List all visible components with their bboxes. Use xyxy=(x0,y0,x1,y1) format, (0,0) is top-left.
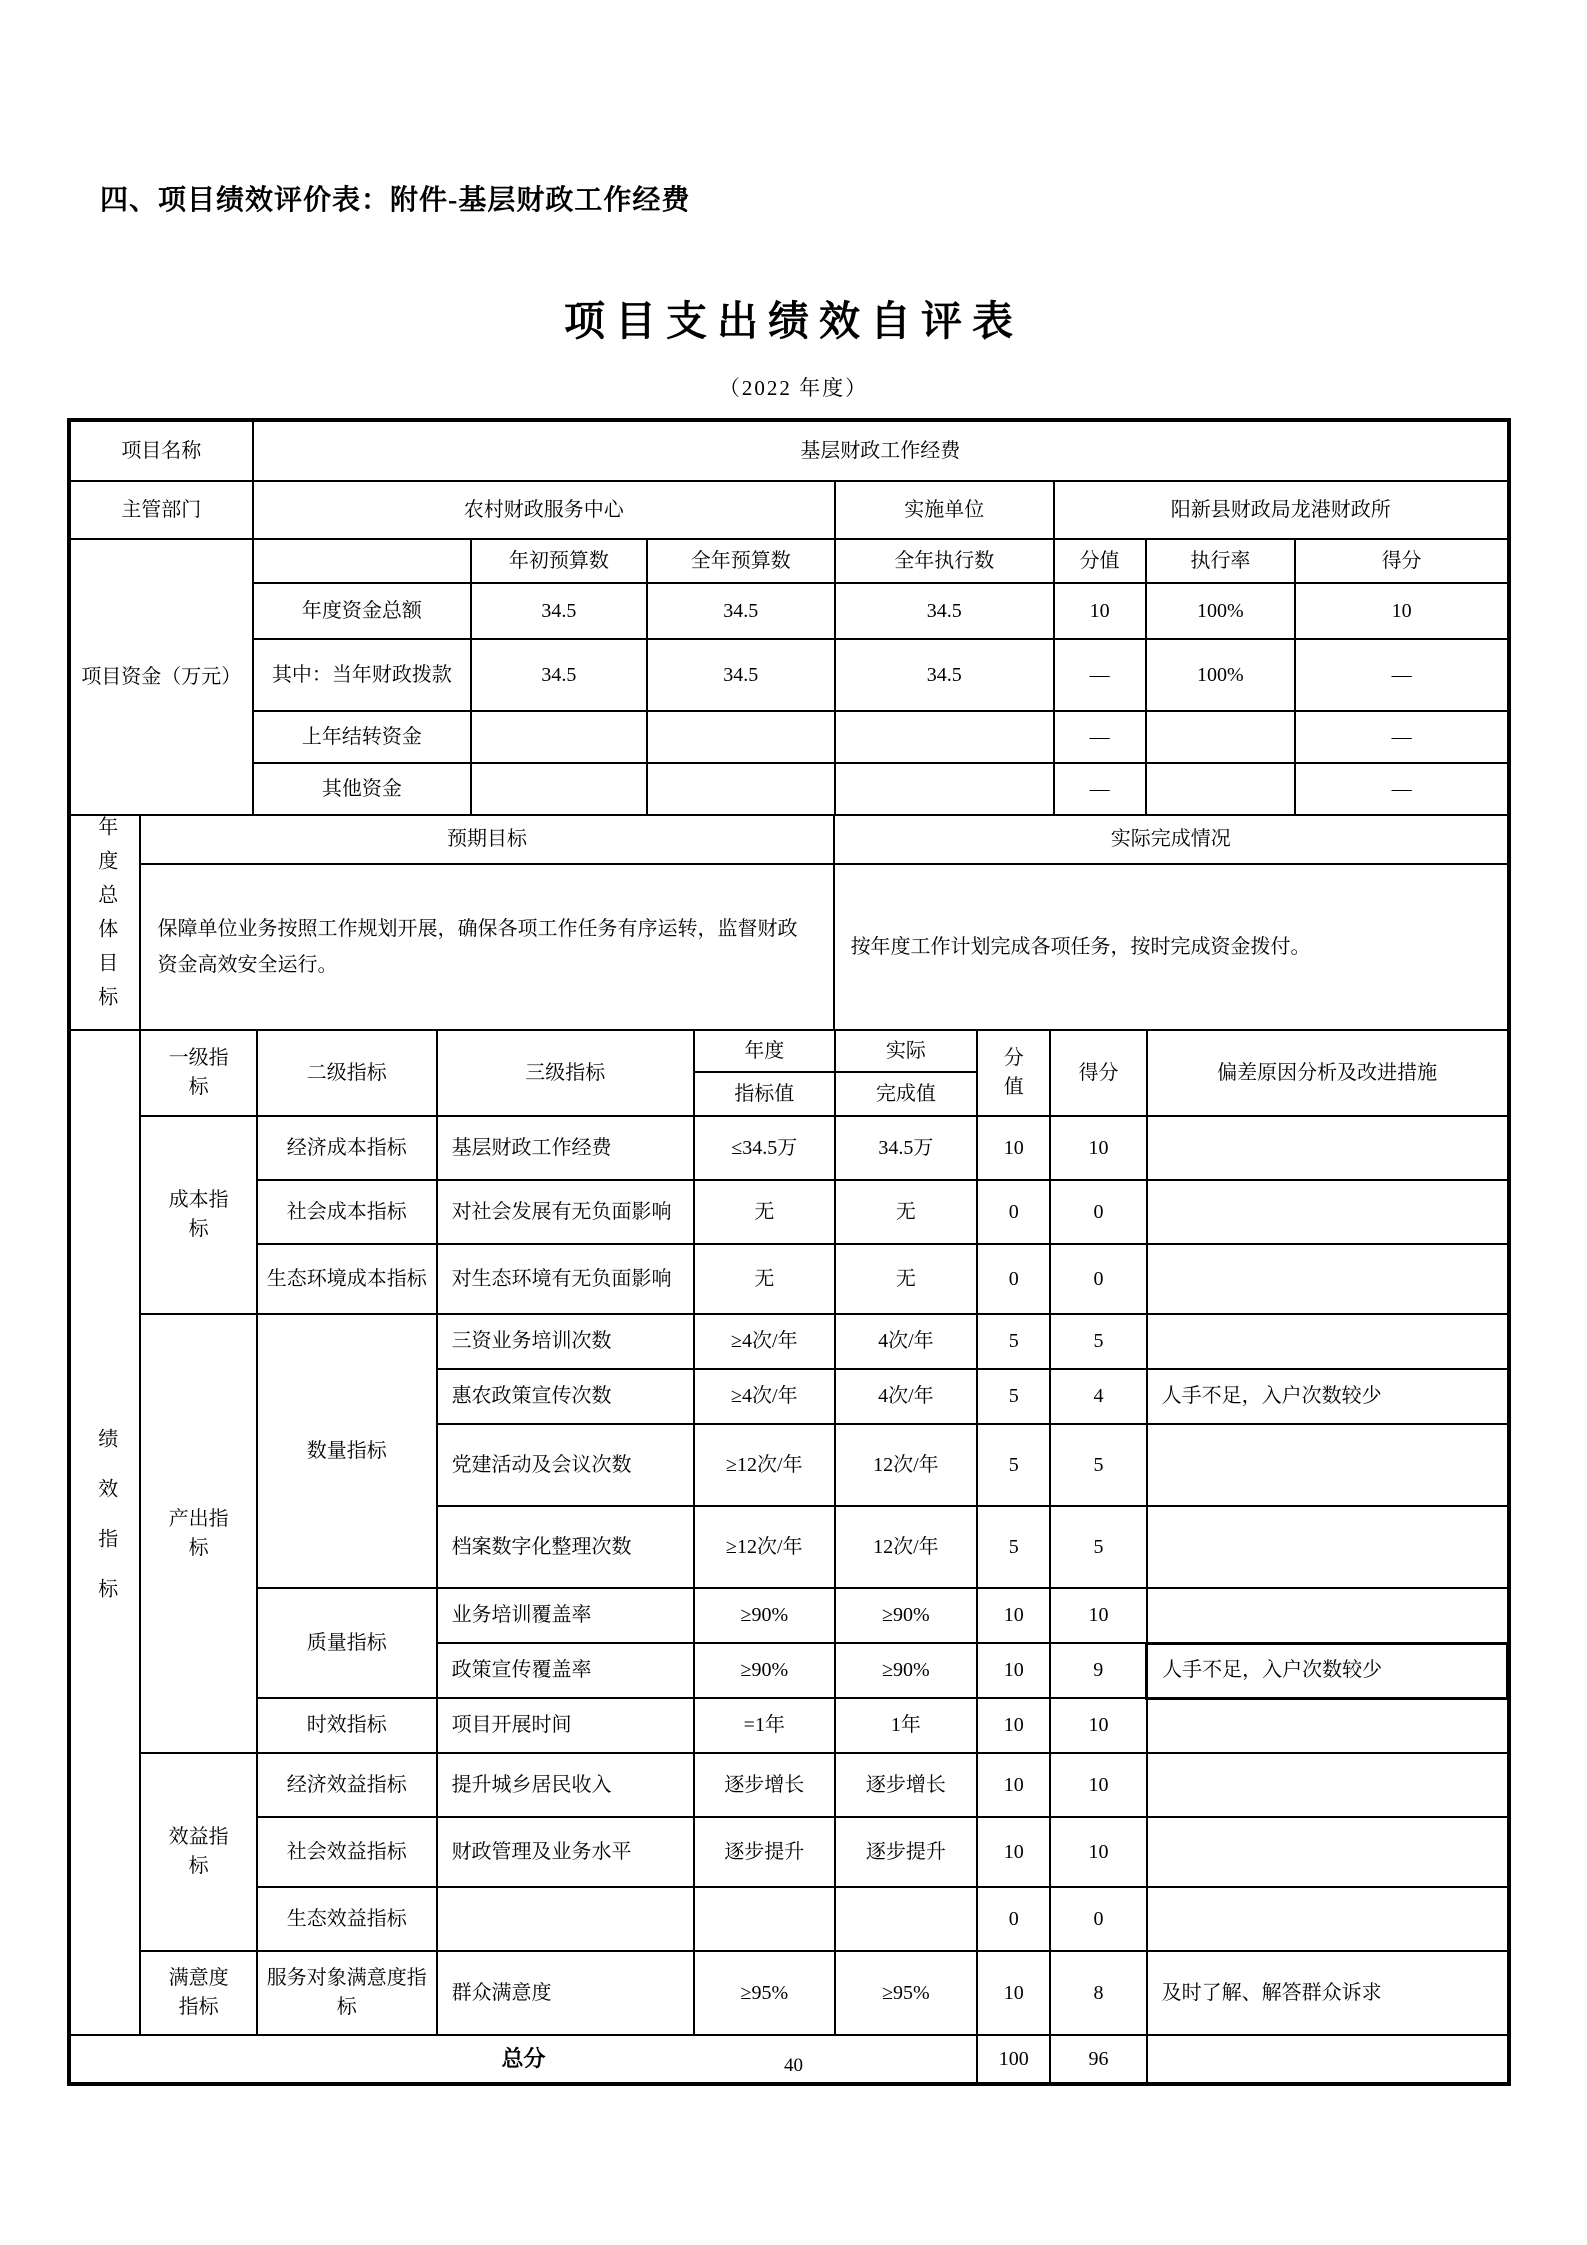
l2-cell: 生态环境成本指标 xyxy=(257,1244,437,1314)
remark-cell xyxy=(1147,1887,1508,1951)
goals-table xyxy=(69,814,1509,1031)
header-actual-top-cell: 实际 xyxy=(835,1030,977,1072)
expected-goal-header-cell: 预期目标 xyxy=(140,815,833,864)
points-cell: 10 xyxy=(977,1643,1050,1698)
l3-cell: 对生态环境有无负面影响 xyxy=(437,1244,694,1314)
total-score-cell: 96 xyxy=(1050,2035,1146,2083)
funds-cell-points: — xyxy=(1054,711,1146,763)
score-cell: 0 xyxy=(1050,1887,1146,1951)
target-cell: 无 xyxy=(694,1244,835,1314)
goals-section-label-cell xyxy=(70,815,140,1030)
header-target-top-cell: 年度 xyxy=(694,1030,835,1072)
total-label-cell: 总分 xyxy=(70,2035,977,2083)
l3-cell: 财政管理及业务水平 xyxy=(437,1817,694,1887)
actual-cell: 4次/年 xyxy=(835,1314,977,1369)
header-target-bottom-cell: 指标值 xyxy=(694,1072,835,1116)
project-name-value-cell: 基层财政工作经费 xyxy=(253,421,1508,481)
funds-row-label: 其他资金 xyxy=(253,763,472,815)
goals-content-row xyxy=(70,864,1508,1030)
goals-header-row xyxy=(70,815,1508,864)
l2-cell: 经济成本指标 xyxy=(257,1116,437,1180)
funds-row-other xyxy=(70,763,1508,815)
points-cell: 10 xyxy=(977,1116,1050,1180)
actual-cell: 无 xyxy=(835,1180,977,1244)
remark-cell xyxy=(1147,1588,1508,1643)
target-cell: 逐步提升 xyxy=(694,1817,835,1887)
indicator-row xyxy=(70,1951,1508,2035)
actual-cell: 4次/年 xyxy=(835,1369,977,1424)
actual-cell: 34.5万 xyxy=(835,1116,977,1180)
indicator-row xyxy=(70,1887,1508,1951)
header-remark-cell: 偏差原因分析及改进措施 xyxy=(1147,1030,1508,1116)
actual-cell: ≥95% xyxy=(835,1951,977,2035)
header-l3-cell: 三级指标 xyxy=(437,1030,694,1116)
l2-cell: 经济效益指标 xyxy=(257,1753,437,1817)
remark-cell: 及时了解、解答群众诉求 xyxy=(1147,1951,1508,2035)
remark-cell-highlighted: 人手不足，入户次数较少 xyxy=(1147,1643,1508,1698)
points-cell: 5 xyxy=(977,1369,1050,1424)
funds-header-executed: 全年执行数 xyxy=(835,539,1054,583)
indicator-row xyxy=(70,1817,1508,1887)
header-score-cell: 得分 xyxy=(1050,1030,1146,1116)
funds-cell-score: — xyxy=(1295,639,1508,711)
funds-cell-score: — xyxy=(1295,763,1508,815)
points-cell: 0 xyxy=(977,1244,1050,1314)
l3-cell: 群众满意度 xyxy=(437,1951,694,2035)
l3-cell: 业务培训覆盖率 xyxy=(437,1588,694,1643)
funds-section-label-cell: 项目资金（万元） xyxy=(70,539,253,815)
l2-cell: 生态效益指标 xyxy=(257,1887,437,1951)
impl-value-cell: 阳新县财政局龙港财政所 xyxy=(1054,481,1508,539)
l2-cell: 社会成本指标 xyxy=(257,1180,437,1244)
remark-cell xyxy=(1147,1817,1508,1887)
points-cell: 5 xyxy=(977,1314,1050,1369)
actual-cell: 无 xyxy=(835,1244,977,1314)
target-cell: ≤34.5万 xyxy=(694,1116,835,1180)
indicator-row xyxy=(70,1314,1508,1369)
funds-cell-executed: 34.5 xyxy=(835,639,1054,711)
indicator-row xyxy=(70,1180,1508,1244)
funds-row-label: 其中：当年财政拨款 xyxy=(253,639,472,711)
actual-goal-header-cell: 实际完成情况 xyxy=(834,815,1508,864)
points-cell: 0 xyxy=(977,1180,1050,1244)
funds-header-row xyxy=(70,539,1508,583)
funds-row-alloc xyxy=(70,639,1508,711)
score-cell: 0 xyxy=(1050,1244,1146,1314)
points-cell: 0 xyxy=(977,1887,1050,1951)
funds-cell-annual: 34.5 xyxy=(647,583,835,639)
score-cell: 5 xyxy=(1050,1314,1146,1369)
l3-cell: 党建活动及会议次数 xyxy=(437,1424,694,1506)
remark-cell xyxy=(1147,1424,1508,1506)
indicator-row xyxy=(70,1753,1508,1817)
points-cell: 10 xyxy=(977,1588,1050,1643)
funds-cell-score: — xyxy=(1295,711,1508,763)
points-cell: 10 xyxy=(977,1817,1050,1887)
target-cell: ≥4次/年 xyxy=(694,1369,835,1424)
page-subtitle: （2022 年度） xyxy=(718,376,869,400)
funds-header-score: 得分 xyxy=(1295,539,1508,583)
total-points-cell: 100 xyxy=(977,2035,1050,2083)
remark-cell xyxy=(1147,1116,1508,1180)
score-cell: 5 xyxy=(1050,1424,1146,1506)
funds-row-label: 上年结转资金 xyxy=(253,711,472,763)
remark-cell xyxy=(1147,1244,1508,1314)
indicator-row xyxy=(70,1116,1508,1180)
target-cell: ≥95% xyxy=(694,1951,835,2035)
funds-cell-executed xyxy=(835,763,1054,815)
funds-header-points: 分值 xyxy=(1054,539,1146,583)
actual-cell: ≥90% xyxy=(835,1643,977,1698)
score-cell: 0 xyxy=(1050,1180,1146,1244)
l3-cell: 档案数字化整理次数 xyxy=(437,1506,694,1588)
page-number: 40 xyxy=(784,2055,803,2076)
funds-cell-annual xyxy=(647,763,835,815)
points-cell: 10 xyxy=(977,1753,1050,1817)
l3-cell: 项目开展时间 xyxy=(437,1698,694,1753)
l3-cell xyxy=(437,1887,694,1951)
actual-cell xyxy=(835,1887,977,1951)
target-cell: ≥12次/年 xyxy=(694,1506,835,1588)
indicator-row xyxy=(70,1588,1508,1643)
actual-goal-cell: 按年度工作计划完成各项任务，按时完成资金拨付。 xyxy=(834,864,1508,1030)
remark-cell: 人手不足，入户次数较少 xyxy=(1147,1369,1508,1424)
actual-cell: ≥90% xyxy=(835,1588,977,1643)
funds-cell-points: — xyxy=(1054,763,1146,815)
target-cell: ≥12次/年 xyxy=(694,1424,835,1506)
actual-cell: 逐步提升 xyxy=(835,1817,977,1887)
l3-cell: 提升城乡居民收入 xyxy=(437,1753,694,1817)
section-heading: 四、项目绩效评价表：附件-基层财政工作经费 xyxy=(100,185,691,216)
target-cell: ≥90% xyxy=(694,1643,835,1698)
funds-cell-exec-rate: 100% xyxy=(1146,639,1296,711)
indicators-section-label: 绩效指标 xyxy=(94,1428,117,1628)
points-cell: 10 xyxy=(977,1951,1050,2035)
l3-cell: 基层财政工作经费 xyxy=(437,1116,694,1180)
target-cell: 逐步增长 xyxy=(694,1753,835,1817)
score-cell: 10 xyxy=(1050,1817,1146,1887)
funds-cell-score: 10 xyxy=(1295,583,1508,639)
funds-header-initial: 年初预算数 xyxy=(471,539,646,583)
target-cell: =1年 xyxy=(694,1698,835,1753)
indicators-table xyxy=(69,1029,1509,2084)
funds-table xyxy=(69,420,1509,816)
funds-header-annual: 全年预算数 xyxy=(647,539,835,583)
l1-cost-cell: 成本指标 xyxy=(140,1116,256,1314)
l1-benefit-cell: 效益指标 xyxy=(140,1753,256,1951)
actual-cell: 12次/年 xyxy=(835,1424,977,1506)
expected-goal-cell: 保障单位业务按照工作规划开展，确保各项工作任务有序运转，监督财政资金高效安全运行。 xyxy=(140,864,833,1030)
dept-label-cell: 主管部门 xyxy=(70,481,253,539)
indicators-header-row-1 xyxy=(70,1030,1508,1072)
evaluation-table xyxy=(67,418,1511,2086)
funds-row-label: 年度资金总额 xyxy=(253,583,472,639)
l1-output-cell: 产出指标 xyxy=(140,1314,256,1753)
project-name-row xyxy=(70,421,1508,481)
funds-header-exec-rate: 执行率 xyxy=(1146,539,1296,583)
actual-cell: 1年 xyxy=(835,1698,977,1753)
l3-cell: 惠农政策宣传次数 xyxy=(437,1369,694,1424)
score-cell: 9 xyxy=(1050,1643,1146,1698)
points-cell: 5 xyxy=(977,1424,1050,1506)
funds-cell-initial xyxy=(471,763,646,815)
funds-cell-initial xyxy=(471,711,646,763)
funds-cell-executed xyxy=(835,711,1054,763)
department-row xyxy=(70,481,1508,539)
header-l1-cell: 一级指标 xyxy=(140,1030,256,1116)
score-cell: 5 xyxy=(1050,1506,1146,1588)
page-title: 项目支出绩效自评表 xyxy=(564,298,1023,344)
remark-cell xyxy=(1147,1180,1508,1244)
l2-quality-cell: 质量指标 xyxy=(257,1588,437,1698)
target-cell: ≥90% xyxy=(694,1588,835,1643)
l2-timeliness-cell: 时效指标 xyxy=(257,1698,437,1753)
indicator-row xyxy=(70,1244,1508,1314)
score-cell: 10 xyxy=(1050,1698,1146,1753)
funds-cell-points: 10 xyxy=(1054,583,1146,639)
indicator-row xyxy=(70,1698,1508,1753)
l3-cell: 政策宣传覆盖率 xyxy=(437,1643,694,1698)
actual-cell: 逐步增长 xyxy=(835,1753,977,1817)
header-l2-cell: 二级指标 xyxy=(257,1030,437,1116)
dept-value-cell: 农村财政服务中心 xyxy=(253,481,835,539)
l2-quantity-cell: 数量指标 xyxy=(257,1314,437,1588)
goals-section-label: 年度总体目标 xyxy=(94,816,117,1020)
funds-cell-exec-rate xyxy=(1146,763,1296,815)
funds-cell-executed: 34.5 xyxy=(835,583,1054,639)
l2-cell: 社会效益指标 xyxy=(257,1817,437,1887)
points-cell: 10 xyxy=(977,1698,1050,1753)
score-cell: 10 xyxy=(1050,1753,1146,1817)
score-cell: 10 xyxy=(1050,1588,1146,1643)
l3-cell: 三资业务培训次数 xyxy=(437,1314,694,1369)
actual-cell: 12次/年 xyxy=(835,1506,977,1588)
target-cell xyxy=(694,1887,835,1951)
funds-row-total xyxy=(70,583,1508,639)
score-cell: 4 xyxy=(1050,1369,1146,1424)
project-name-label-cell: 项目名称 xyxy=(70,421,253,481)
remark-cell xyxy=(1147,1314,1508,1369)
funds-cell-initial: 34.5 xyxy=(471,639,646,711)
header-actual-bottom-cell: 完成值 xyxy=(835,1072,977,1116)
funds-row-carryover xyxy=(70,711,1508,763)
funds-cell-exec-rate: 100% xyxy=(1146,583,1296,639)
points-cell: 5 xyxy=(977,1506,1050,1588)
remark-cell xyxy=(1147,1506,1508,1588)
l1-satisfaction-cell: 满意度指标 xyxy=(140,1951,256,2035)
target-cell: ≥4次/年 xyxy=(694,1314,835,1369)
score-cell: 10 xyxy=(1050,1116,1146,1180)
indicators-section-label-cell xyxy=(70,1030,140,2035)
l3-cell: 对社会发展有无负面影响 xyxy=(437,1180,694,1244)
funds-cell-annual xyxy=(647,711,835,763)
funds-cell-initial: 34.5 xyxy=(471,583,646,639)
remark-cell xyxy=(1147,1698,1508,1753)
target-cell: 无 xyxy=(694,1180,835,1244)
l2-cell: 服务对象满意度指标 xyxy=(257,1951,437,2035)
impl-label-cell: 实施单位 xyxy=(835,481,1054,539)
funds-cell-annual: 34.5 xyxy=(647,639,835,711)
funds-blank-cell xyxy=(253,539,472,583)
header-points-cell: 分值 xyxy=(977,1030,1050,1116)
remark-cell xyxy=(1147,1753,1508,1817)
funds-cell-exec-rate xyxy=(1146,711,1296,763)
funds-cell-points: — xyxy=(1054,639,1146,711)
score-cell: 8 xyxy=(1050,1951,1146,2035)
